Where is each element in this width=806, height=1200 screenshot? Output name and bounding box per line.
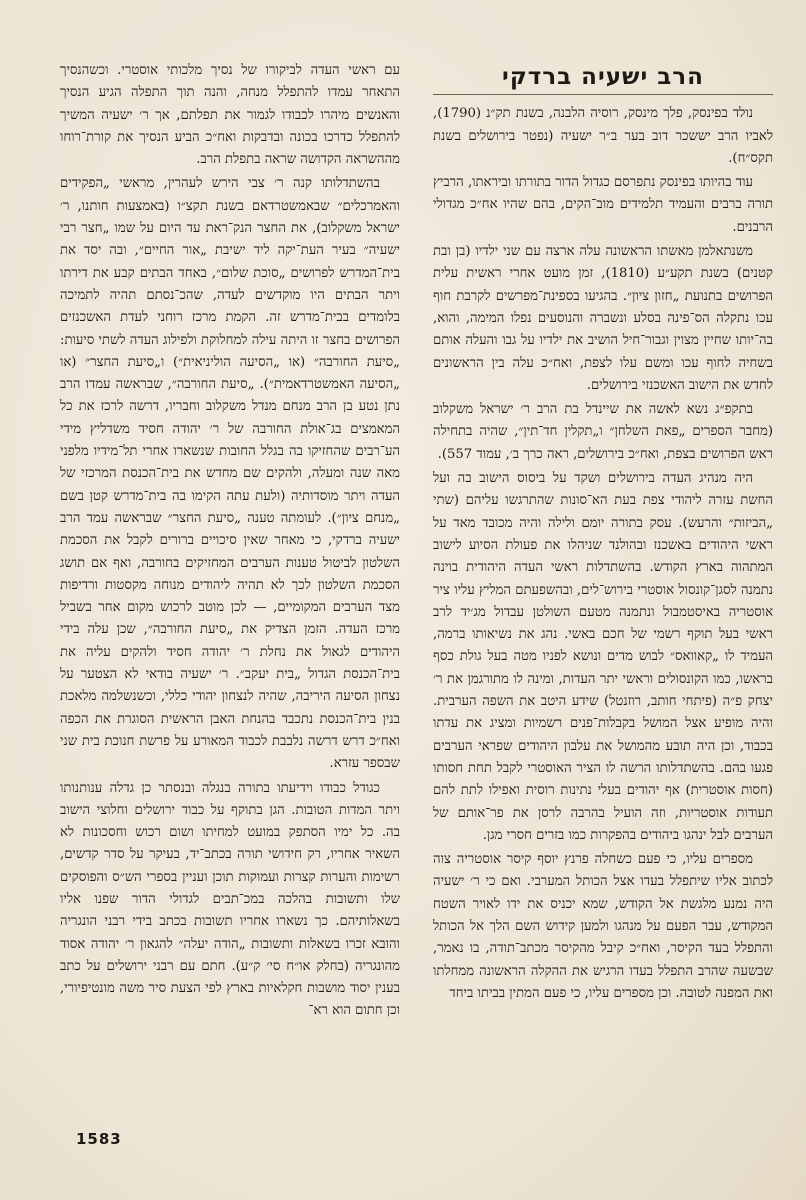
page-number: 1583 [76,1130,122,1148]
right-column [433,60,773,1007]
paragraph: מספרים עליו, כי פעם כשחלה פרנץ יוסף קיסר אוסטריה צוה לכתוב אליו שיתפלל בעדו אצל הכותל המערבי. ואם כי ר׳ ישעיה היה נמנע מלגשת אל הקודש, שמא יכניס את ידו לאויר השטח המקודש, עבר הפעם על מנהגו ולמען קידוש השם הלך אל הכותל והתפלל בעד הקיסר, ואח״כ קיבל מהקיסר מכתב־תודה, בו נאמר, שבשעה שהרב התפלל בעדו הרגיש את ההקלה הראשונה ממחלתו ואת המפנה לטובה. וכן מספרים עליו, כי פעם המתין בביתו ביחד [433,852,773,1001]
paragraph: עוד בהיותו בפינסק נתפרסם כגדול הדור בתורתו וביראתו, הרביץ תורה ברבים והעמיד תלמידים מוב־הקים, בהם שהיו אח״כ מגדולי הרבנים. [433,175,773,235]
paragraph: היה מנהיג העדה בירושלים ושקד על ביסוס הישוב בה ועל החשת עזרה ליהודי צפת בעת הא־סונות שהתרגשו עליהם (שתי „הביזות״ והרעש). עסק בתורה יומם ולילה והיה מכובד מאד על ראשי היהודים באשכנז ובהולנד שניהלו את פעולת הסיוע לישוב המתהוה בארץ הקודש. בהשתדלות ראשי העדה היהודית בוינה נתמנה לסגן־קונסול אוסטרי בירוש־לים, ובהשפעתם המליץ עליו ציר אוסטריה באיסטמבול ונתמנה מטעם השולטן עבדול מג׳יד לרב ראשי בעל תוקף רשמי של חכם באשי. נהג את נשיאותו ברמה, העמיד לו „קאוואס״ לבוש מדים ונושא לפניו מטה בעל גולת כסף בראשו, כמו הקונסולים וראשי יתר העדות, ומינה לו מתורגמן את ר׳ יצחק פ״ה (פיתחי חותב, רוזנטל) שידע היטב את השפה הערבית. והיה מופיע אצל המושל בקבלות־פנים רשמיות ומציג את עדתו בכבוד, וכן היה תובע מהמושל את עלבון היהודים שפראי הערבים פגעו בהם. בהשתדלותו הרשה לו הציר האוסטרי לקבל תחת חסותו (חסות אוסטרית) אף יהודים בעלי נתינות רוסית ואפילו לתת להם תעודות אוסטריות, וזה הועיל בהרבה לרסן את פר־אותם של הערבים לבל ינהגו ביהודים בהפקרות כמו בזרים חסרי מגן. [433,471,773,843]
paragraph: עם ראשי העדה לביקורו של נסיך מלכותי אוסטרי. וכשהנסיך התאחר עמדו להתפלל מנחה, והנה תוך התפלה הגיע הנסיך והאנשים מיהרו לכבודו לגמור את תפלתם, אך ר׳ ישעיה המשיך להתפלל כדרכו בכונה ובדבקות ואח״כ הביע הנסיך את קורת־רוחו מההשראה הקדושה שראה בתפלת הרב. [60,63,400,168]
paragraph: בהשתדלותו קנה ר׳ צבי הירש לעהרין, מראשי „הפקידים והאמרכלים״ שבאמשטרדאם בשנת תקצ״ו (באמצעות חותנו, ר׳ ישראל משקלוב), את החצר הנק־ראת עד היום על שמו „חצר רבי ישעיה״ בעיר העת־יקה ליד ישיבת „אור החיים״, ובה יסד את בית־המדרש לפרושים „סוכת שלום״, באחד הבתים קבע את דירתו ויתר הבתים היו מוקדשים לעדה, שהכ־נסתם תהיה לתמיכה בלומדים בבית־מדרש זה. הקמת מרכז רוחני לעדת האשכנזים הפרושים בחצר זו היתה עילה למחלוקת ולפילוג העדה לשתי סיעות: „סיעת החורבה״ (או „הסיעה הוליניאית״) ו„סיעת החצר״ (או „הסיעה האמשטרדאמית״). „סיעת החורבה״, שבראשה עמדו הרב נתן נטע בן הרב מנחם מנדל משקלוב וחבריו, דרשה לרכז את כל המאמצים בג־אולת החורבה של ר׳ יהודה חסיד משדליץ מידי הע־רבים שהחזיקו בה בגלל החובות שנשארו אחרי תל־מידיו מלפני מאה שנה ומעלה, ולהקים שם מחדש את בית־הכנסת המרכזי של העדה ויתר מוסדותיה (ולעת עתה הקימו בה בית־מדרש קטן בשם „מנחם ציון״). לעומתה טענה „סיעת החצר״ שבראשה עמד הרב ישעיה ברדקי, כי מאחר שאין סיכויים ברורים לקבל את הסכמת השלטון לביטול טענות הערבים המחזיקים בחורבה, ואף אם תושג הסכמת השלטון לכך לא תהיה ליהודים מנוחה מקסטות ורדיפות מצד הערבים המקומיים, — לכן מוטב לרכוש מקום אחר בשביל מרכז העדה. הזמן הצדיק את „סיעת החורבה״, שכן עלה בידי היהודים לגאול את נחלת ר׳ יהודה חסיד ולהקים עליה את בית־הכנסת הגדול „בית יעקב״. ר׳ ישעיה בודאי לא הצטער על נצחון הסיעה היריבה, שהיה לנצחון יהודי כללי, וכשנשלמה מלאכת בנין בית־הכנסת נתכבד בהנחת האבן הראשית הסוגרת את הכפה ואח״כ דרש דרשה נלבבת לכבוד המאורע על פרשת חנוכת בית שני שבספר עזרא. [60,176,400,772]
paragraph: בתקפ״ג נשא לאשה את שיינדל בת הרב ר׳ ישראל משקלוב (מחבר הספרים „פאת השלחן״ ו„תקלין חד־תין״, שהיה בתחילה ראש הפרושים בצפת, ואח״כ בירושלים, ראה כרך ב׳, עמוד 557). [433,402,773,462]
paragraph: משנתאלמן מאשתו הראשונה עלה ארצה עם שני ילדיו (בן ובת קטנים) בשנת תקע״ע (1810), זמן מועט אחרי ראשית עלית הפרושים בתנועת „חזון ציון״. בהגיעו בספינת־מפרשים לקרבת חוף עכו נתקלה הס־פינה בסלע ונשברה והנוסעים נפלו המימה, והוא, בה־יותו שחיין מצוין וגבור־חיל הושיב את ילדיו על גבו והעלה אותם בשחיה לחוף עכו ומשם עלו לצפת, ואח״כ עלה בין הראשונים לחדש את הישוב האשכנזי בירושלים. [433,244,773,393]
left-column [60,60,400,1025]
paragraph: כגודל כבודו וידיעתו בתורה בנגלה ובנסתר כן גדלה ענותנותו ויתר המדות הטובות. הגן בתוקף על כבוד ירושלים וחלוצי הישוב בה. כל ימיו הסתפק במועט למחיתו ושום רכוש וחסכונות לא השאיר אחריו, רק חידושי תורה בכתב־יד, בעיקר על סדר קדשים, רשימות והערות קצרות ועמוקות תוכן ועניין בספרי הש״ס והפוסקים שלו ותשובות בהלכה במכ־תבים לגדולי הדור שפנו אליו בשאלותיהם. כך נשארו אחריו תשובות בכתב בידי רבני הונגריה והובא זכרו בשאלות ותשובות „הודה יעלה״ להגאון ר׳ יהודה אסוד מהונגריה (בחלק או״ח סי׳ ק״ע). חתם עם רבני ירושלים על כתב בענין יסוד מושבות חקלאיות בארץ לפי הצעת סיר משה מונטיפיורי, וכן חתום הוא רא־ [60,780,400,1019]
article-title: הרב ישעיה ברדקי [433,60,773,95]
paragraph: נולד בפינסק, פלך מינסק, רוסיה הלבנה, בשנת תק״נ (1790), לאביו הרב יששכר דוב בער ב״ר ישעיה (נפטר בירושלים בשנת תקס״ח). [433,106,773,166]
